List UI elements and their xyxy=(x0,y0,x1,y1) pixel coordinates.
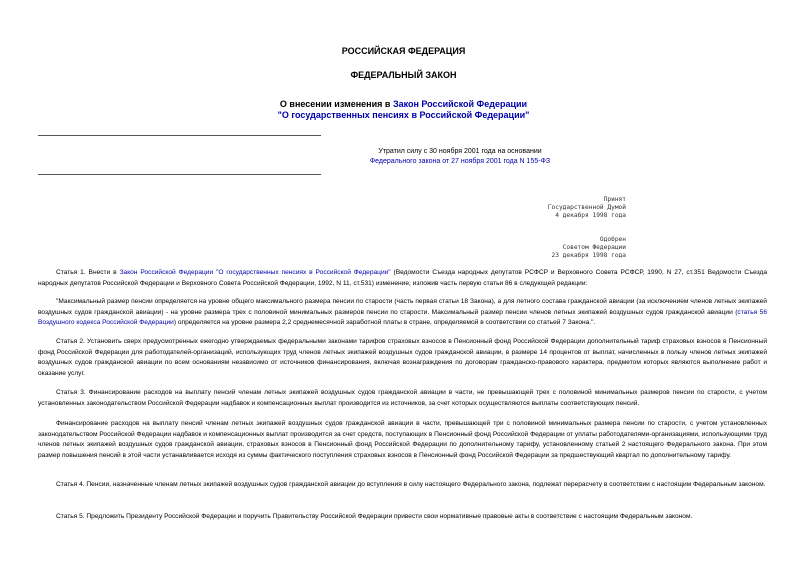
repeal-note-text: Утратил силу с 30 ноября 2001 года на основании xyxy=(378,148,542,155)
country-heading: РОССИЙСКАЯ ФЕДЕРАЦИЯ xyxy=(341,46,466,56)
law-title-link-1[interactable]: Закон Российской Федерации xyxy=(392,99,528,109)
article-1-start: Статья 1. Внести в xyxy=(56,269,120,276)
article-1-quote xyxy=(38,297,767,329)
law-title-prefix: О внесении изменения в xyxy=(279,99,393,109)
repeal-note-link[interactable]: Федерального закона от 27 ноября 2001 года N 155-ФЗ xyxy=(369,158,551,165)
article-3: Статья 3. Финансирование расходов на выплату пенсий членам летных экипажей воздушных судов гражданской авиации в части, не превышающей трех с половиной минимальных размеров пенсии по старости, с учетом установленных законодательством Российской Федерации надбавок и компенсационных выплат производится из источников, за счет которых осуществляются выплаты соответствующих пенсий. xyxy=(38,389,767,407)
article-1 xyxy=(38,268,767,289)
article-3-second-paragraph: Финансирование расходов на выплату пенсий членам летных экипажей воздушных судов гражданской авиации в части, превышающей три с половиной минимальных размера пенсии по старости, с учетом установленных законодательством Российской Федерации надбавок и компенсационных выплат производится за счет средств, поступающих в Пенсионный фонд Российской Федерации от уплаты работодателями-организациями, использующими труд членов летных экипажей воздушных судов гражданской авиации, страховых взносов в Пенсионный фонд Российской Федерации по дополнительному тарифу, установленному статьей 2 настоящего Федерального закона. При этом размер повышения пенсий в этой части устанавливается исходя из суммы фактического поступления страховых взносов в Пенсионный фонд Российской Федерации за предшествующий квартал по дополнительному тарифу. xyxy=(38,420,767,459)
article-2: Статья 2. Установить сверх предусмотренных ежегодно утверждаемых федеральными законами тарифов страховых взносов в Пенсионный фонд Российской Федерации дополнительный тариф страховых взносов в Пенсионный фонд Российской Федерации для работодателей-организаций, использующих труд членов летных экипажей воздушных судов гражданской авиации, в размере 14 процентов от выплат, начисленных в пользу членов летных экипажей воздушных судов гражданской авиации по всем основаниям независимо от источников финансирования, включая вознаграждения по договорам гражданско-правового характера, предметом которых являются выполнение работ и оказание услуг. xyxy=(38,338,767,377)
duma-adoption: Принят Государственной Думой 4 декабря 1998 года xyxy=(547,196,626,219)
repeal-note xyxy=(260,147,660,167)
quote-end: ) определяется на уровне размера 2,2 среднемесячной заработной платы в стране, определяемой в соответствии со статьей 7 Закона.". xyxy=(173,319,596,326)
law-title xyxy=(0,99,807,121)
article-1-end: (Ведомости Съезда народных депутатов РСФСР и Верховного Совета РСФСР, 1990, N 27, ст.351 Ведомости Съезда народных депутатов Российской Федерации и Верховного Совета Российской Федерации, 1992, N 11, ст.531) изменение, изложив часть первую статьи 86 в следующей редакции: xyxy=(38,269,767,287)
top-divider xyxy=(38,135,321,136)
council-approval: Одобрен Советом Федерации 23 декабря 1998 года xyxy=(551,236,626,259)
quote-start: "Максимальный размер пенсии определяется на уровне общего максимального размера пенсии по старости (часть первая статьи 18 Закона), а для летного состава гражданской авиации (за исключением членов летных экипажей воздушных судов гражданской авиации) - на уровне размера трех с половиной минимальных размеров пенсии по старости. Максимальный размер пенсии членов летных экипажей воздушных судов гражданской авиации ( xyxy=(38,298,767,316)
article-4: Статья 4. Пенсии, назначенные членам летных экипажей воздушных судов гражданской авиации до вступления в силу настоящего Федерального закона, подлежат перерасчету в соответствии с настоящим Федеральным законом. xyxy=(56,481,766,488)
doc-type-heading: ФЕДЕРАЛЬНЫЙ ЗАКОН xyxy=(350,70,457,80)
article-5: Статья 5. Предложить Президенту Российской Федерации и поручить Правительству Российской Федерации привести свои нормативные правовые акты в соответствие с настоящим Федеральным законом. xyxy=(56,513,693,520)
quote-link[interactable]: статья 56 Воздушного кодекса Российской Федерации xyxy=(38,308,767,326)
article-1-link[interactable]: Закон Российской Федерации "О государственных пенсиях в Российской Федерации" xyxy=(119,269,391,276)
law-title-link-2[interactable]: "О государственных пенсиях в Российской Федерации" xyxy=(277,110,530,120)
bottom-divider xyxy=(38,174,321,175)
